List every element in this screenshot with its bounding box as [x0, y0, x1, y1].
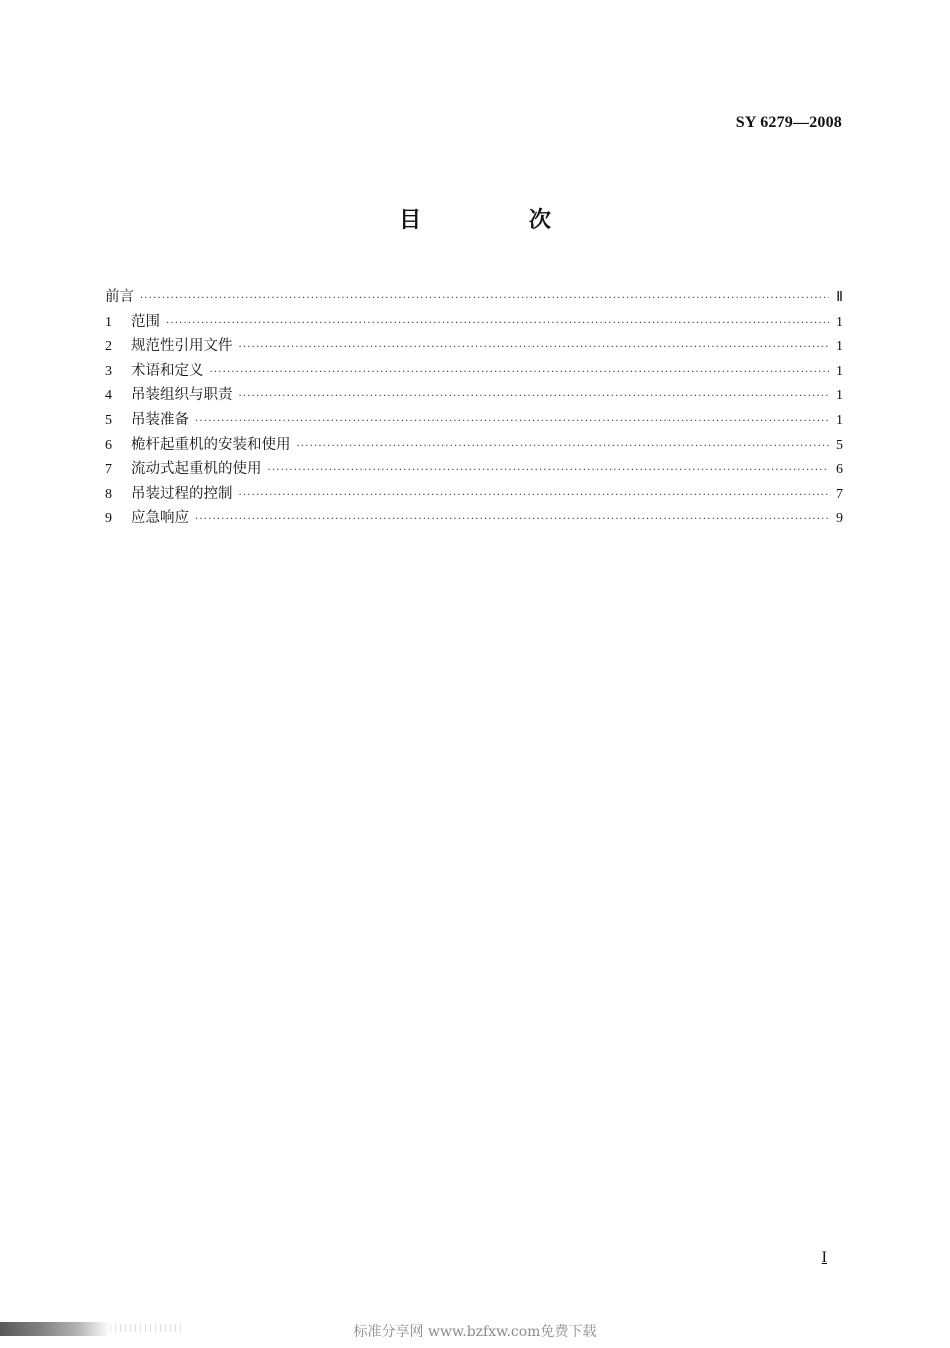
toc-entry-number: 4: [105, 388, 112, 404]
toc-leader-dots: [195, 514, 829, 525]
toc-leader-dots: [140, 293, 829, 304]
toc-entry-number: 7: [105, 462, 112, 478]
page-number: I: [821, 1249, 827, 1266]
toc-entry-page: 1: [836, 314, 843, 330]
toc-leader-dots: [297, 441, 830, 452]
toc-entry-number: 5: [105, 412, 112, 428]
page-title: 目 次: [399, 208, 601, 233]
toc-entry-label: 前言: [105, 289, 134, 305]
toc-entry-9[interactable]: [105, 506, 843, 531]
toc-leader-dots: [268, 465, 830, 476]
toc-entry-number: 6: [105, 437, 112, 453]
toc-entry-2[interactable]: [105, 334, 843, 359]
table-of-contents: [105, 285, 843, 531]
toc-entry-4[interactable]: [105, 383, 843, 408]
toc-entry-page: 1: [836, 363, 843, 379]
toc-entry-8[interactable]: [105, 482, 843, 507]
toc-entry-page: Ⅱ: [836, 290, 843, 305]
standard-code: SY 6279—2008: [735, 114, 842, 131]
toc-entry-6[interactable]: [105, 433, 843, 458]
toc-entry-label: 应急响应: [131, 510, 189, 527]
toc-entry-page: 5: [836, 437, 843, 453]
toc-entry-label: 流动式起重机的使用: [131, 461, 262, 478]
toc-entry-number: 2: [105, 339, 112, 355]
toc-entry-page: 6: [836, 462, 843, 478]
toc-entry-label: 吊装过程的控制: [131, 485, 233, 502]
toc-entry-label: 规范性引用文件: [131, 338, 233, 355]
toc-entry-label: 术语和定义: [131, 362, 204, 379]
toc-entry-1[interactable]: [105, 310, 843, 335]
toc-entry-page: 7: [836, 486, 843, 502]
toc-leader-dots: [166, 318, 829, 329]
toc-entry-foreword[interactable]: [105, 285, 843, 310]
toc-entry-number: 8: [105, 486, 112, 502]
toc-entry-7[interactable]: [105, 457, 843, 482]
toc-leader-dots: [239, 490, 830, 501]
toc-leader-dots: [195, 416, 829, 427]
toc-leader-dots: [239, 391, 830, 402]
toc-leader-dots: [210, 367, 830, 378]
toc-entry-page: 1: [836, 388, 843, 404]
watermark-text: 标准分享网 www.bzfxw.com免费下载: [353, 1324, 597, 1340]
toc-entry-5[interactable]: [105, 408, 843, 433]
toc-entry-number: 9: [105, 511, 112, 527]
toc-entry-label: 吊装组织与职责: [131, 387, 233, 404]
toc-entry-page: 1: [836, 412, 843, 428]
toc-entry-number: 3: [105, 363, 112, 379]
toc-leader-dots: [239, 342, 830, 353]
toc-entry-page: 1: [836, 339, 843, 355]
toc-entry-label: 吊装准备: [131, 411, 189, 428]
toc-entry-number: 1: [105, 314, 112, 330]
toc-entry-page: 9: [836, 511, 843, 527]
toc-entry-label: 桅杆起重机的安装和使用: [131, 436, 291, 453]
toc-entry-3[interactable]: [105, 359, 843, 384]
toc-entry-label: 范围: [131, 313, 160, 330]
